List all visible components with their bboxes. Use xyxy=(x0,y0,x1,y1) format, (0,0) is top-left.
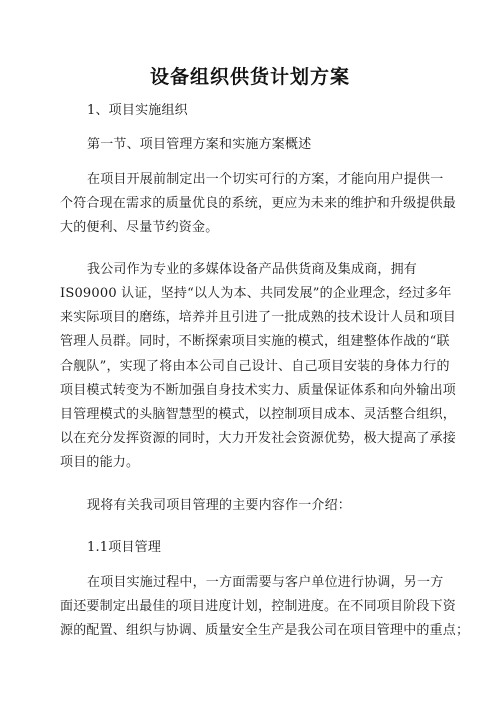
paragraph-line: 个符合现在需求的质量优良的系统，更应为未来的维护和升级提供最 xyxy=(60,196,457,211)
paragraph-line: 我公司作为专业的多媒体设备产品供货商及集成商，拥有 xyxy=(87,262,418,277)
paragraph-line: 管理人员群。同时，不断探索项目实施的模式，组建整体作战的“联 xyxy=(60,334,450,349)
subsection-heading-project-management: 1.1项目管理 xyxy=(87,540,162,555)
paragraph-line: 以在充分发挥资源的同时，大力开发社会资源优势，极大提高了承接 xyxy=(60,431,457,446)
paragraph-line: 来实际项目的磨练，培养并且引进了一批成熟的技术设计人员和项目 xyxy=(60,310,457,325)
paragraph-line: 项目的能力。 xyxy=(60,455,140,470)
paragraph-line: 在项目开展前制定出一个切实可行的方案，才能向用户提供一 xyxy=(87,172,444,187)
paragraph-line: 大的便利、尽量节约资金。 xyxy=(60,220,219,235)
document-title: 设备组织供货计划方案 xyxy=(149,66,350,88)
section-heading-overview: 第一节、项目管理方案和实施方案概述 xyxy=(87,137,312,152)
paragraph-line: IS09000 认证，坚持“以人为本、共同发展”的企业理念，经过多年 xyxy=(60,286,452,301)
paragraph-line: 在项目实施过程中，一方面需要与客户单位进行协调，另一方 xyxy=(87,575,444,590)
paragraph-line: 项目模式转变为不断加强自身技术实力、质量保证体系和向外输出项 xyxy=(60,383,457,398)
paragraph-line: 现将有关我司项目管理的主要内容作一介绍： xyxy=(87,498,352,513)
paragraph-line: 目管理模式的头脑智慧型的模式，以控制项目成本、灵活整合组织， xyxy=(60,407,457,422)
paragraph-line: 合舰队”，实现了将由本公司自己设计、自己项目安装的身体力行的 xyxy=(60,359,450,374)
paragraph-line: 面还要制定出最佳的项目进度计划，控制进度。在不同项目阶段下资 xyxy=(60,599,457,614)
section-heading-project-organization: 1、项目实施组织 xyxy=(87,103,188,118)
paragraph-line: 源的配置、组织与协调、质量安全生产是我公司在项目管理中的重点； xyxy=(60,623,470,638)
